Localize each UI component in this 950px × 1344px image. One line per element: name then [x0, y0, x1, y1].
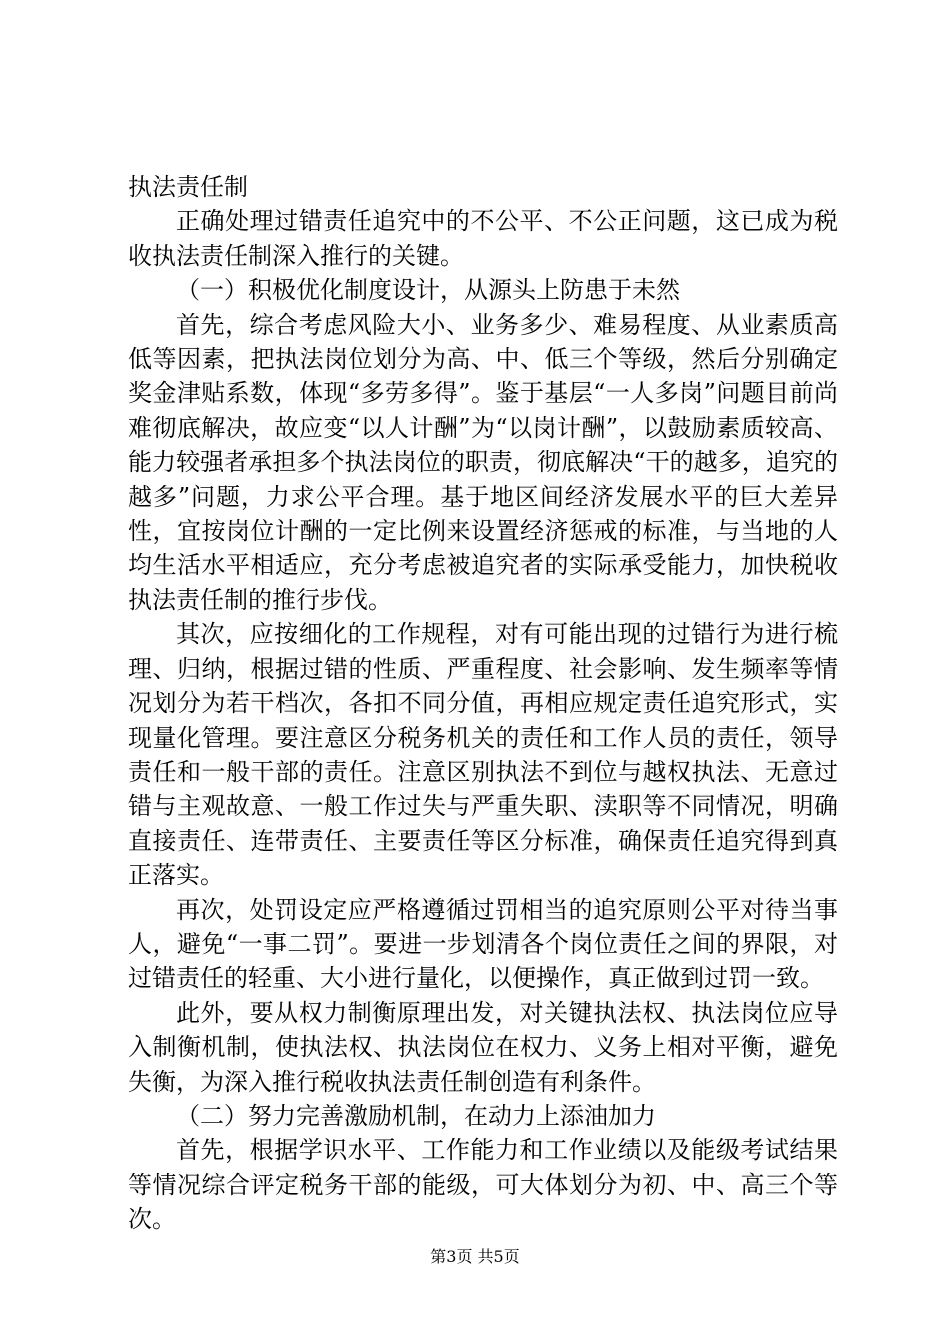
body-paragraph: 首先，根据学识水平、工作能力和工作业绩以及能级考试结果等情况综合评定税务干部的能级，可大体划分为初、中、高三个等次。	[128, 1136, 838, 1234]
body-paragraph: 再次，处罚设定应严格遵循过罚相当的追究原则公平对待当事人，避免“一事二罚”。要进一步划清各个岗位责任之间的界限，对过错责任的轻重、大小进行量化，以便操作，真正做到过罚一致。	[128, 895, 838, 993]
body-paragraph: 正确处理过错责任追究中的不公平、不公正问题，这已成为税收执法责任制深入推行的关键。	[128, 207, 838, 270]
section-heading: （一）积极优化制度设计，从源头上防患于未然	[176, 276, 680, 305]
section-heading: （二）努力完善激励机制，在动力上添油加力	[176, 1101, 656, 1130]
body-paragraph: 首先，综合考虑风险大小、业务多少、难易程度、从业素质高低等因素，把执法岗位划分为高、中、低三个等级，然后分别确定奖金津贴系数，体现“多劳多得”。鉴于基层“一人多岗”问题目前尚难彻底解决，故应变“以人计酬”为“以岗计酬”，以鼓励素质较高、能力较强者承担多个执法岗位的职责，彻底解决“干的越多，追究的越多”问题，力求公平合理。基于地区间经济发展水平的巨大差异性，宜按岗位计酬的一定比例来设置经济惩戒的标准，与当地的人均生活水平相适应，充分考虑被追究者的实际承受能力，加快税收执法责任制的推行步伐。	[128, 310, 838, 614]
page-number-footer: 第3页 共5页	[430, 1247, 520, 1266]
document-body	[128, 170, 838, 1237]
body-paragraph: 其次，应按细化的工作规程，对有可能出现的过错行为进行梳理、归纳，根据过错的性质、严重程度、社会影响、发生频率等情况划分为若干档次，各扣不同分值，再相应规定责任追究形式，实现量化管理。要注意区分税务机关的责任和工作人员的责任，领导责任和一般干部的责任。注意区别执法不到位与越权执法、无意过错与主观故意、一般工作过失与严重失职、渎职等不同情况，明确直接责任、连带责任、主要责任等区分标准，确保责任追究得到真正落实。	[128, 620, 838, 890]
body-paragraph: 此外，要从权力制衡原理出发，对关键执法权、执法岗位应导入制衡机制，使执法权、执法岗位在权力、义务上相对平衡，避免失衡，为深入推行税收执法责任制创造有利条件。	[128, 998, 838, 1096]
section-title-fragment: 执法责任制	[128, 173, 248, 201]
